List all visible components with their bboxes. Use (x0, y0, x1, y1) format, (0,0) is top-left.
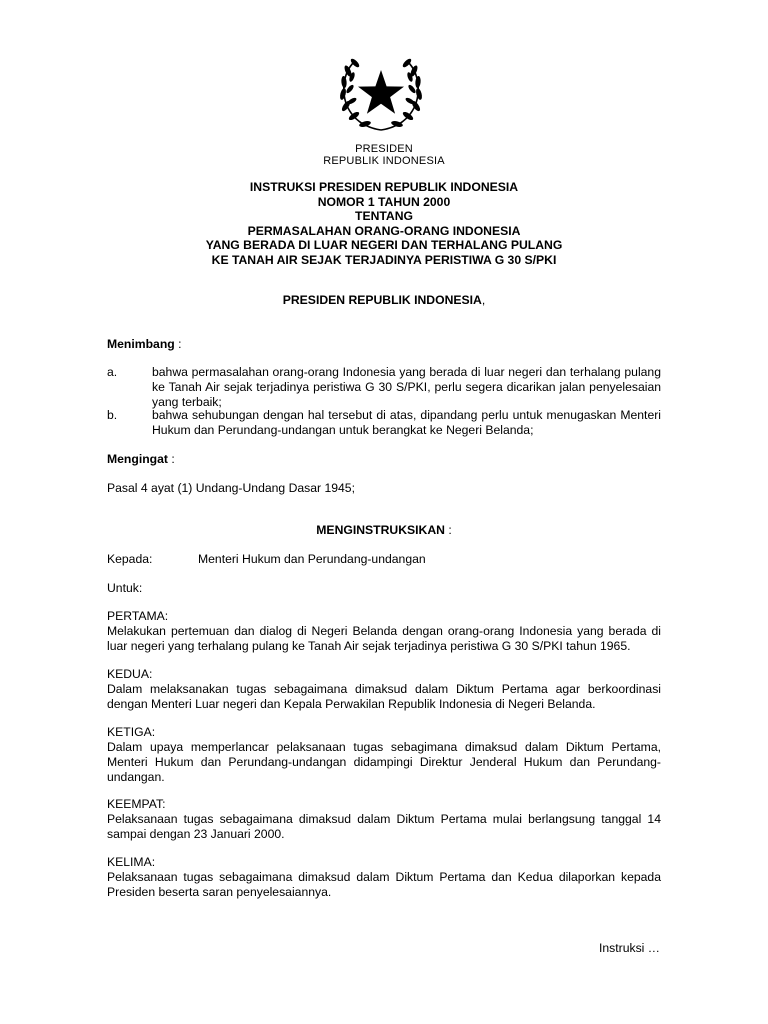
seal-line-presiden: PRESIDEN (355, 143, 413, 155)
title-line: YANG BERADA DI LUAR NEGERI DAN TERHALANG PULANG (205, 238, 563, 253)
dictum-kedua (107, 667, 661, 712)
dictum-keempat (107, 797, 661, 842)
menimbang-item-b: bahwa sehubungan dengan hal tersebut di atas, dipandang perlu untuk menugaskan Menteri Hukum dan Perundang-undangan untuk berangkat ke Negeri Belanda; (152, 408, 661, 437)
dictum-text: Pelaksanaan tugas sebagaimana dimaksud dalam Diktum Pertama mulai berlangsung tanggal 14 sampai dengan 23 Januari 2000. (107, 812, 661, 841)
untuk-label: Untuk: (107, 581, 143, 595)
dictum-label: KELIMA: (107, 855, 156, 869)
menimbang-letter-b: b. (107, 408, 118, 422)
title-line: TENTANG (355, 209, 413, 224)
dictum-text: Melakukan pertemuan dan dialog di Negeri Belanda dengan orang-orang Indonesia yang berada di luar negeri yang terhalang pulang ke Tanah Air sejak terjadinya peristiwa G 30 S/PKI tahun 1965. (107, 624, 661, 653)
title-line: KE TANAH AIR SEJAK TERJADINYA PERISTIWA G 30 S/PKI (211, 252, 557, 267)
dictum-kelima (107, 855, 661, 900)
dictum-label: KEEMPAT: (107, 797, 166, 811)
footer-continuation: Instruksi … (599, 941, 660, 955)
instruction-heading: MENGINSTRUKSIKAN : (316, 523, 452, 537)
dictum-text: Dalam melaksanakan tugas sebagaimana dimaksud dalam Diktum Pertama agar berkoordinasi dengan Menteri Luar negeri dan Kepala Perwakilan Republik Indonesia di Negeri Belanda. (107, 682, 661, 711)
dictum-text: Pelaksanaan tugas sebagaimana dimaksud dalam Diktum Pertama dan Kedua dilaporkan kepada Presiden beserta saran penyelesaiannya. (107, 870, 661, 899)
title-line: PERMASALAHAN ORANG-ORANG INDONESIA (247, 223, 521, 238)
kepada-value: Menteri Hukum dan Perundang-undangan (198, 552, 426, 566)
dictum-label: PERTAMA: (107, 609, 169, 623)
mengingat-text: Pasal 4 ayat (1) Undang-Undang Dasar 1945; (107, 481, 355, 495)
dictum-label: KEDUA: (107, 667, 153, 681)
instruction-heading-text: MENGINSTRUKSIKAN (316, 523, 445, 537)
title-line: NOMOR 1 TAHUN 2000 (317, 194, 451, 209)
title-line: INSTRUKSI PRESIDEN REPUBLIK INDONESIA (249, 180, 519, 194)
mengingat-label: Mengingat (107, 452, 168, 466)
issuer-heading: PRESIDEN REPUBLIK INDONESIA, (282, 293, 486, 307)
dictum-text: Dalam upaya memperlancar pelaksanaan tugas sebagimana dimaksud dalam Diktum Pertama, Menteri Hukum dan Perundang-undangan didampingi Direktur Jenderal Hukum dan Perundang-undangan. (107, 740, 661, 784)
document-title (100, 180, 668, 268)
menimbang-item-a: bahwa permasalahan orang-orang Indonesia yang berada di luar negeri dan terhalang pulang ke Tanah Air sejak terjadinya peristiwa G 30 S/PKI, perlu segera dicarikan jalan penyelesaian yang terbaik; (152, 365, 661, 409)
issuer-text: PRESIDEN REPUBLIK INDONESIA (282, 293, 482, 307)
mengingat-heading: Mengingat : (107, 452, 175, 466)
menimbang-letter-a: a. (107, 365, 118, 379)
seal-line-republik: REPUBLIK INDONESIA (323, 155, 445, 167)
presidential-emblem-icon (334, 54, 428, 134)
menimbang-heading: Menimbang : (107, 337, 182, 351)
menimbang-label: Menimbang (107, 337, 175, 351)
kepada-label: Kepada: (107, 552, 153, 566)
dictum-ketiga (107, 725, 661, 785)
dictum-pertama (107, 609, 661, 654)
dictum-label: KETIGA: (107, 725, 156, 739)
